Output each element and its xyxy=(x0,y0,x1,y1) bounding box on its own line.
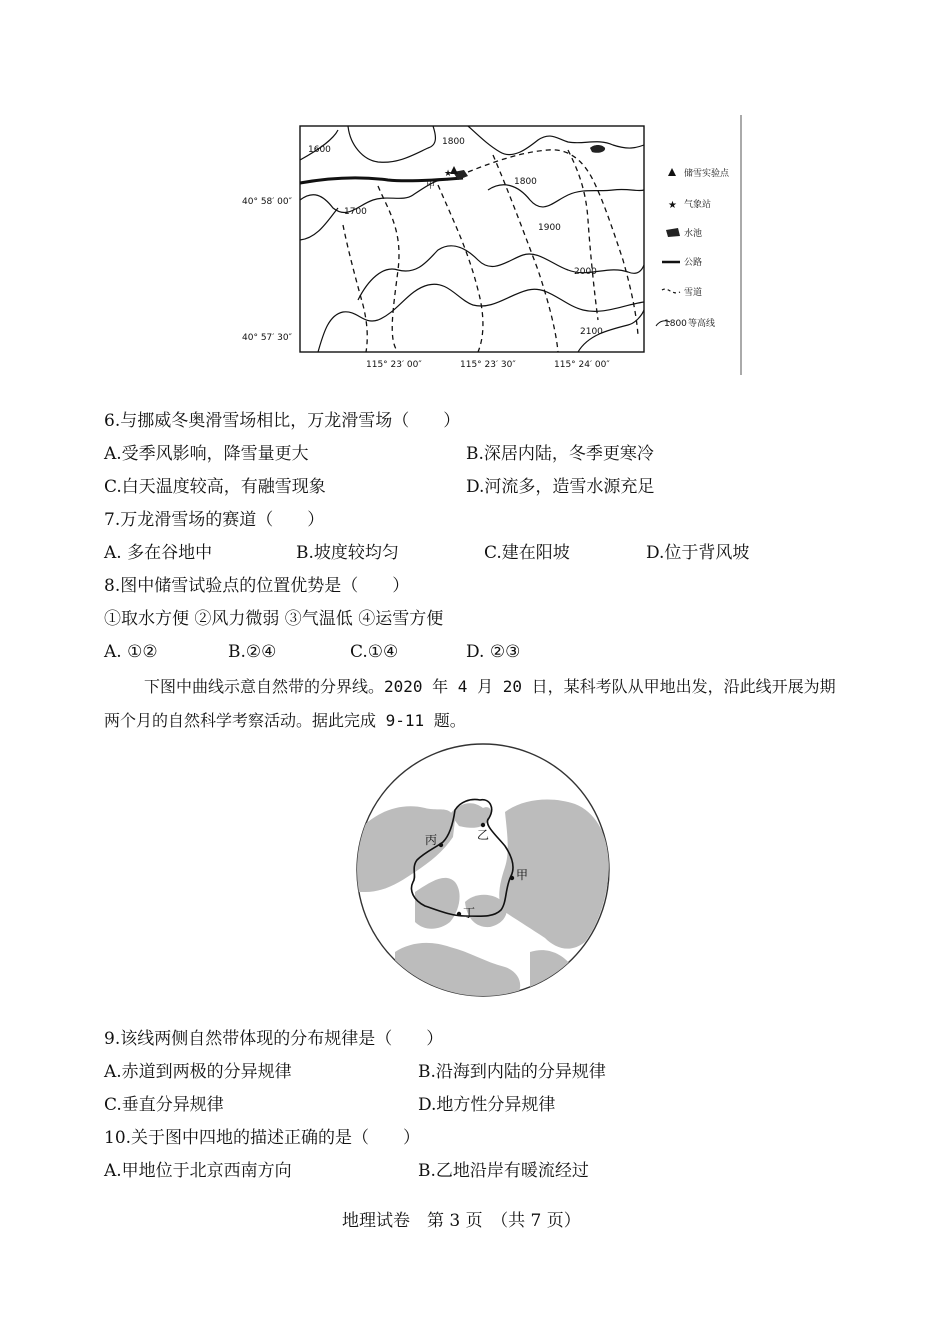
label-jia: 甲 xyxy=(516,868,529,882)
q6-option-b: B.深居内陆，冬季更寒冷 xyxy=(466,444,654,464)
q9-stem: 9.该线两侧自然带体现的分布规律是（ ） xyxy=(104,1029,444,1049)
q8-stem: 8.图中储雪试验点的位置优势是（ ） xyxy=(104,576,410,596)
q9-option-c: C.垂直分异规律 xyxy=(104,1095,224,1115)
contour-label-1700: 1700 xyxy=(344,207,367,217)
q9-option-d: D.地方性分异规律 xyxy=(418,1095,556,1115)
legend-contour-value: 1800 xyxy=(664,319,687,329)
legend-contour: 等高线 xyxy=(688,319,716,329)
legend-pond: 水池 xyxy=(684,229,703,239)
contour-label-2100: 2100 xyxy=(580,327,603,337)
legend-triangle-icon xyxy=(668,168,676,176)
ski-resort-contour-map xyxy=(238,90,748,380)
q7-stem: 7.万龙滑雪场的赛道（ ） xyxy=(104,510,325,530)
contour-label-1600: 1600 xyxy=(308,145,331,155)
lon-label-west: 115° 23′ 00″ xyxy=(366,360,422,370)
label-ding: 丁 xyxy=(463,906,476,920)
q9-option-b: B.沿海到内陆的分异规律 xyxy=(418,1062,606,1082)
q10-stem: 10.关于图中四地的描述正确的是（ ） xyxy=(104,1128,421,1148)
legend-weather-station: 气象站 xyxy=(684,200,712,210)
map-frame xyxy=(300,126,644,352)
polar-map xyxy=(355,742,611,998)
label-bing: 丙 xyxy=(425,833,438,847)
q10-option-a: A.甲地位于北京西南方向 xyxy=(104,1161,292,1181)
legend-road: 公路 xyxy=(684,258,703,268)
q7-option-d: D.位于背风坡 xyxy=(646,543,750,563)
q9-option-a: A.赤道到两极的分异规律 xyxy=(104,1062,292,1082)
point-jia-marker xyxy=(510,876,514,880)
contour-label-1900: 1900 xyxy=(538,223,561,233)
map-legend xyxy=(656,167,730,329)
q10-option-b: B.乙地沿岸有暖流经过 xyxy=(418,1161,589,1181)
contour-label-1800-a: 1800 xyxy=(442,137,465,147)
legend-trail-icon xyxy=(662,289,680,293)
point-label-jia: 甲 xyxy=(426,181,436,191)
q8-statements: ①取水方便 ②风力微弱 ③气温低 ④运雪方便 xyxy=(104,609,444,629)
point-ding-marker xyxy=(457,912,461,916)
point-yi-marker xyxy=(481,823,485,827)
intro-paragraph: 下图中曲线示意自然带的分界线。2020 年 4 月 20 日，某科考队从甲地出发，沿此线开展为期两个月的自然科学考察活动。据此完成 9-11 题。 xyxy=(104,677,836,730)
lat-label-south: 40° 57′ 30″ xyxy=(242,333,292,343)
q8-option-b: B.②④ xyxy=(228,642,277,662)
label-yi: 乙 xyxy=(477,828,490,842)
lat-label-north: 40° 58′ 00″ xyxy=(242,197,292,207)
contour-label-2000: 2000 xyxy=(574,267,597,277)
lon-label-east: 115° 24′ 00″ xyxy=(554,360,610,370)
q8-option-d: D. ②③ xyxy=(466,642,521,662)
q6-stem: 6.与挪威冬奥滑雪场相比，万龙滑雪场（ ） xyxy=(104,411,461,431)
q7-option-c: C.建在阳坡 xyxy=(484,543,570,563)
station-marker: ★ xyxy=(444,169,453,179)
q7-option-b: B.坡度较均匀 xyxy=(296,543,399,563)
legend-snow-test: 储雪实验点 xyxy=(684,169,730,179)
contour-label-1800-b: 1800 xyxy=(514,177,537,187)
q8-option-c: C.①④ xyxy=(350,642,399,662)
legend-pond-icon xyxy=(666,228,680,237)
point-bing-marker xyxy=(439,843,443,847)
legend-trail: 雪道 xyxy=(684,288,703,298)
q6-option-c: C.白天温度较高，有融雪现象 xyxy=(104,477,326,497)
page-footer: 地理试卷 第 3 页 （共 7 页） xyxy=(342,1211,581,1231)
q6-option-a: A.受季风影响，降雪量更大 xyxy=(104,444,309,464)
q7-option-a: A. 多在谷地中 xyxy=(104,543,213,563)
lon-label-middle: 115° 23′ 30″ xyxy=(460,360,516,370)
legend-star-icon: ★ xyxy=(668,200,677,211)
q6-option-d: D.河流多，造雪水源充足 xyxy=(466,477,655,497)
q8-option-a: A. ①② xyxy=(104,642,158,662)
